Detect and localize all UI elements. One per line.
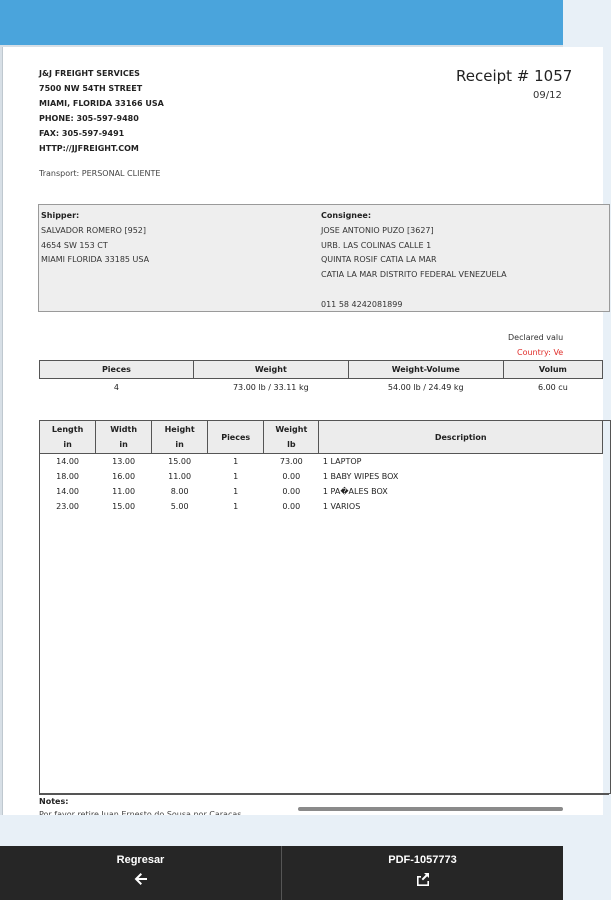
consignee-line: QUINTA ROSIF CATIA LA MAR	[321, 255, 437, 265]
shipper-line: MIAMI FLORIDA 33185 USA	[41, 255, 150, 265]
item-cell: 11.00	[112, 487, 136, 496]
item-cell: 1	[233, 487, 239, 496]
item-cell: 11.00	[168, 472, 192, 481]
item-cell: 14.00	[56, 457, 80, 466]
arrow-left-icon	[134, 872, 148, 886]
items-header-row	[40, 421, 603, 454]
notes-label: Notes:	[39, 797, 69, 806]
items-header: Weight lb	[264, 421, 319, 454]
item-cell: 18.00	[56, 472, 80, 481]
summary-cell: 54.00 lb / 24.49 kg	[387, 383, 464, 392]
items-header: Height in	[152, 421, 208, 454]
item-description: 1 VARIOS	[322, 502, 361, 511]
horizontal-scrollbar[interactable]	[298, 807, 563, 811]
consignee-line: JOSE ANTONIO PUZO [3627]	[321, 225, 434, 235]
consignee-line: URB. LAS COLINAS CALLE 1	[321, 240, 432, 250]
consignee-label: Consignee:	[321, 211, 372, 220]
transport-type: Transport: PERSONAL CLIENTE	[39, 169, 161, 178]
back-button[interactable]	[0, 846, 281, 900]
summary-header: Volum	[503, 361, 602, 379]
address-box	[38, 204, 610, 312]
consignee-block	[321, 209, 507, 313]
company-address: 7500 NW 54TH STREET	[39, 84, 143, 93]
item-description: 1 BABY WIPES BOX	[322, 472, 399, 481]
pdf-share-button[interactable]	[282, 846, 563, 900]
item-cell: 0.00	[282, 502, 301, 511]
receipt-title: Receipt # 1057	[456, 67, 573, 85]
item-cell: 1	[233, 472, 239, 481]
item-cell: 0.00	[282, 487, 301, 496]
button-divider	[281, 846, 282, 900]
item-cell: 15.00	[168, 457, 192, 466]
summary-cell: 4	[113, 383, 119, 392]
table-row	[40, 484, 603, 499]
declared-value-label: Declared valu	[508, 333, 564, 342]
company-phone: PHONE: 305-597-9480	[39, 114, 139, 123]
viewer-footer-gap	[0, 815, 563, 846]
company-city: MIAMI, FLORIDA 33166 USA	[39, 99, 164, 108]
item-cell: 16.00	[112, 472, 136, 481]
item-cell: 73.00	[279, 457, 303, 466]
company-name: J&J FREIGHT SERVICES	[39, 69, 140, 78]
item-cell: 14.00	[56, 487, 80, 496]
item-description: 1 PA�ALES BOX	[322, 487, 388, 496]
company-fax: FAX: 305-597-9491	[39, 129, 125, 138]
summary-header: Pieces	[40, 361, 194, 379]
item-cell: 23.00	[56, 502, 80, 511]
item-cell: 1	[233, 502, 239, 511]
summary-header: Weight	[193, 361, 348, 379]
share-icon	[416, 872, 430, 886]
item-cell: 15.00	[112, 502, 136, 511]
item-description: 1 LAPTOP	[322, 457, 362, 466]
item-cell: 0.00	[282, 472, 301, 481]
shipper-line: SALVADOR ROMERO [952]	[41, 225, 146, 235]
document-viewer[interactable]	[0, 45, 573, 815]
shipper-label: Shipper:	[41, 211, 80, 220]
item-cell: 1	[233, 457, 239, 466]
item-cell: 8.00	[170, 487, 189, 496]
items-header: Description	[319, 421, 603, 454]
items-header: Length in	[40, 421, 96, 454]
items-header: Width in	[96, 421, 152, 454]
items-header: Pieces	[208, 421, 264, 454]
pdf-label: PDF-1057773	[388, 854, 457, 866]
summary-header: Weight-Volume	[348, 361, 503, 379]
table-row	[40, 499, 603, 514]
consignee-phone: 011 58 4242081899	[321, 299, 403, 309]
item-cell: 5.00	[170, 502, 189, 511]
app-top-bar	[0, 0, 563, 45]
item-cell: 13.00	[112, 457, 136, 466]
shipper-line: 4654 SW 153 CT	[41, 240, 108, 250]
company-website: HTTP://JJFREIGHT.COM	[39, 144, 139, 153]
table-row	[40, 469, 603, 484]
table-row	[40, 454, 603, 470]
consignee-line	[321, 283, 507, 298]
items-table	[39, 420, 603, 514]
summary-cell: 6.00 cu	[537, 383, 568, 392]
summary-cell: 73.00 lb / 33.11 kg	[232, 383, 309, 392]
receipt-date: 09/12	[533, 90, 562, 101]
consignee-line: CATIA LA MAR DISTRITO FEDERAL VENEZUELA	[321, 270, 507, 280]
back-label: Regresar	[116, 854, 165, 866]
notes-divider	[39, 794, 609, 795]
country-label: Country: Ve	[517, 348, 564, 357]
summary-table	[39, 360, 603, 396]
shipper-block	[41, 209, 149, 268]
receipt-page	[2, 47, 603, 815]
